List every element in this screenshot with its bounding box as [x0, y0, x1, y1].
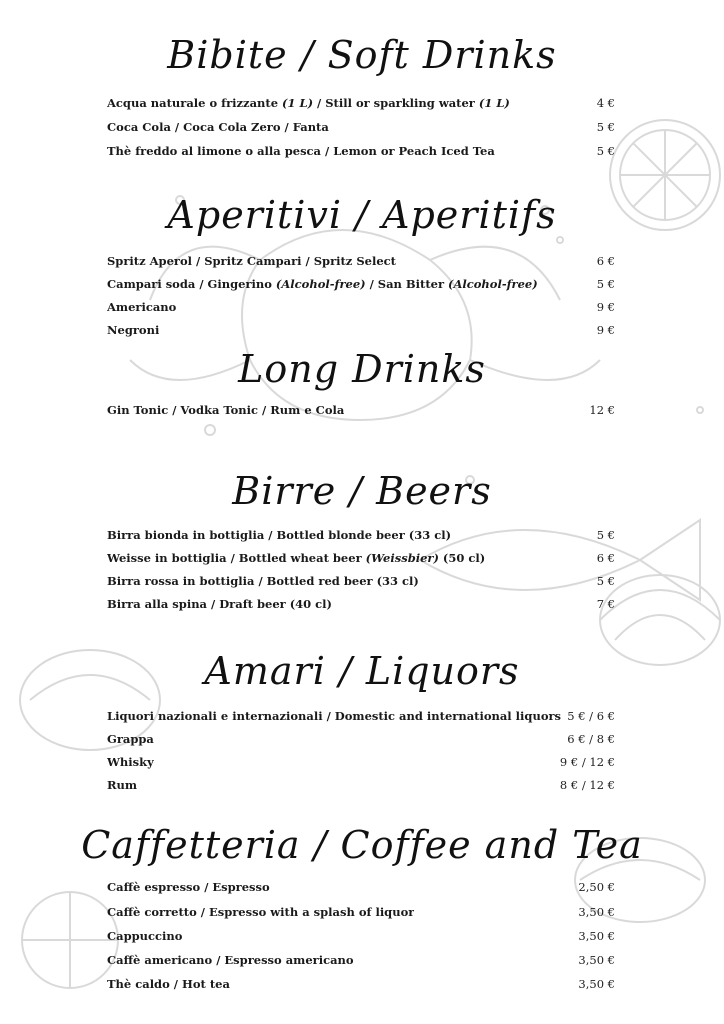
item-description: [107, 254, 396, 268]
item-text: Cappuccino: [107, 929, 183, 943]
menu-item: [107, 323, 615, 341]
item-text: Grappa: [107, 732, 154, 746]
item-price: 7 €: [596, 597, 615, 611]
item-text: Negroni: [107, 323, 160, 337]
section-title-aperitifs: Aperitivi / Aperitifs: [167, 193, 557, 237]
item-text: / Still or sparkling water: [313, 96, 479, 110]
item-text: Coca Cola / Coca Cola Zero / Fanta: [107, 120, 329, 134]
menu-item: [107, 551, 615, 569]
menu-item: [107, 254, 615, 272]
item-note: (Weissbier): [365, 551, 439, 565]
item-price: 9 €: [596, 323, 615, 337]
menu-item: [107, 597, 615, 615]
item-price: 6 €: [596, 551, 615, 565]
item-description: [107, 953, 354, 967]
item-description: [107, 778, 137, 792]
item-price: 5 € / 6 €: [567, 709, 615, 723]
menu-item: [107, 144, 615, 162]
item-text: Campari soda / Gingerino: [107, 277, 276, 291]
item-text: Thè freddo al limone o alla pesca / Lemon or Peach Iced Tea: [107, 144, 495, 158]
item-price: 3,50 €: [578, 953, 615, 967]
item-text: Birra rossa in bottiglia / Bottled red beer (33 cl): [107, 574, 419, 588]
section-title-coffee-and-tea: Caffetteria / Coffee and Tea: [81, 823, 643, 867]
menu-item: [107, 528, 615, 546]
item-price: 3,50 €: [578, 929, 615, 943]
item-text: Whisky: [107, 755, 154, 769]
item-description: [107, 905, 414, 919]
menu-item: [107, 403, 615, 421]
section-title-liquors: Amari / Liquors: [204, 649, 520, 693]
item-text: Weisse in bottiglia / Bottled wheat beer: [107, 551, 366, 565]
item-note: (Alcohol-free): [448, 277, 538, 291]
item-text: Spritz Aperol / Spritz Campari / Spritz Select: [107, 254, 396, 268]
menu-item: [107, 977, 615, 995]
item-text: Caffè corretto / Espresso with a splash of liquor: [107, 905, 415, 919]
item-note: (1 L): [282, 96, 314, 110]
item-text: Liquori nazionali e internazionali / Domestic and international liquors: [107, 709, 562, 723]
menu-item: [107, 880, 615, 898]
menu-item: [107, 905, 615, 923]
item-description: [107, 597, 332, 611]
item-text: / San Bitter: [365, 277, 449, 291]
item-text: Acqua naturale o frizzante: [107, 96, 283, 110]
item-description: [107, 144, 495, 158]
section-title-soft-drinks: Bibite / Soft Drinks: [167, 33, 557, 77]
menu-item: [107, 96, 615, 114]
item-description: [107, 120, 329, 134]
item-price: 9 €: [596, 300, 615, 314]
item-note: (Alcohol-free): [275, 277, 366, 291]
item-price: 12 €: [589, 403, 615, 417]
section-title-long-drinks: Long Drinks: [238, 347, 486, 391]
menu-item: [107, 953, 615, 971]
item-text: Americano: [107, 300, 177, 314]
item-description: [107, 323, 159, 337]
section-title-beers: Birre / Beers: [232, 469, 492, 513]
item-price: 3,50 €: [578, 905, 615, 919]
item-text: Thè caldo / Hot tea: [107, 977, 230, 991]
item-description: [107, 574, 419, 588]
item-price: 5 €: [596, 277, 615, 291]
menu-item: [107, 277, 615, 295]
menu-item: [107, 755, 615, 773]
item-description: [107, 977, 230, 991]
item-description: [107, 755, 154, 769]
item-price: 8 € / 12 €: [559, 778, 615, 792]
menu-item: [107, 574, 615, 592]
item-text: Rum: [107, 778, 138, 792]
item-text: Caffè americano / Espresso americano: [107, 953, 354, 967]
menu-item: [107, 778, 615, 796]
item-price: 5 €: [596, 144, 615, 158]
item-description: [107, 277, 538, 291]
item-description: [107, 880, 270, 894]
item-description: [107, 96, 510, 110]
menu-item: [107, 929, 615, 947]
item-text: Gin Tonic / Vodka Tonic / Rum e Cola: [107, 403, 345, 417]
item-description: [107, 528, 451, 542]
item-price: 4 €: [596, 96, 615, 110]
item-text: (50 cl): [438, 551, 486, 565]
item-text: Birra bionda in bottiglia / Bottled blonde beer (33 cl): [107, 528, 452, 542]
item-description: [107, 551, 485, 565]
item-price: 5 €: [596, 528, 615, 542]
item-price: 9 € / 12 €: [559, 755, 615, 769]
menu-item: [107, 300, 615, 318]
item-description: [107, 929, 182, 943]
item-price: 5 €: [596, 574, 615, 588]
item-description: [107, 300, 176, 314]
item-price: 6 € / 8 €: [567, 732, 615, 746]
menu-item: [107, 120, 615, 138]
item-price: 2,50 €: [578, 880, 615, 894]
item-text: Caffè espresso / Espresso: [107, 880, 270, 894]
item-price: 3,50 €: [578, 977, 615, 991]
item-price: 6 €: [596, 254, 615, 268]
item-text: Birra alla spina / Draft beer (40 cl): [107, 597, 332, 611]
item-price: 5 €: [596, 120, 615, 134]
menu-item: [107, 732, 615, 750]
item-description: [107, 732, 154, 746]
item-description: [107, 403, 344, 417]
menu-item: [107, 709, 615, 727]
item-note: (1 L): [478, 96, 510, 110]
item-description: [107, 709, 561, 723]
